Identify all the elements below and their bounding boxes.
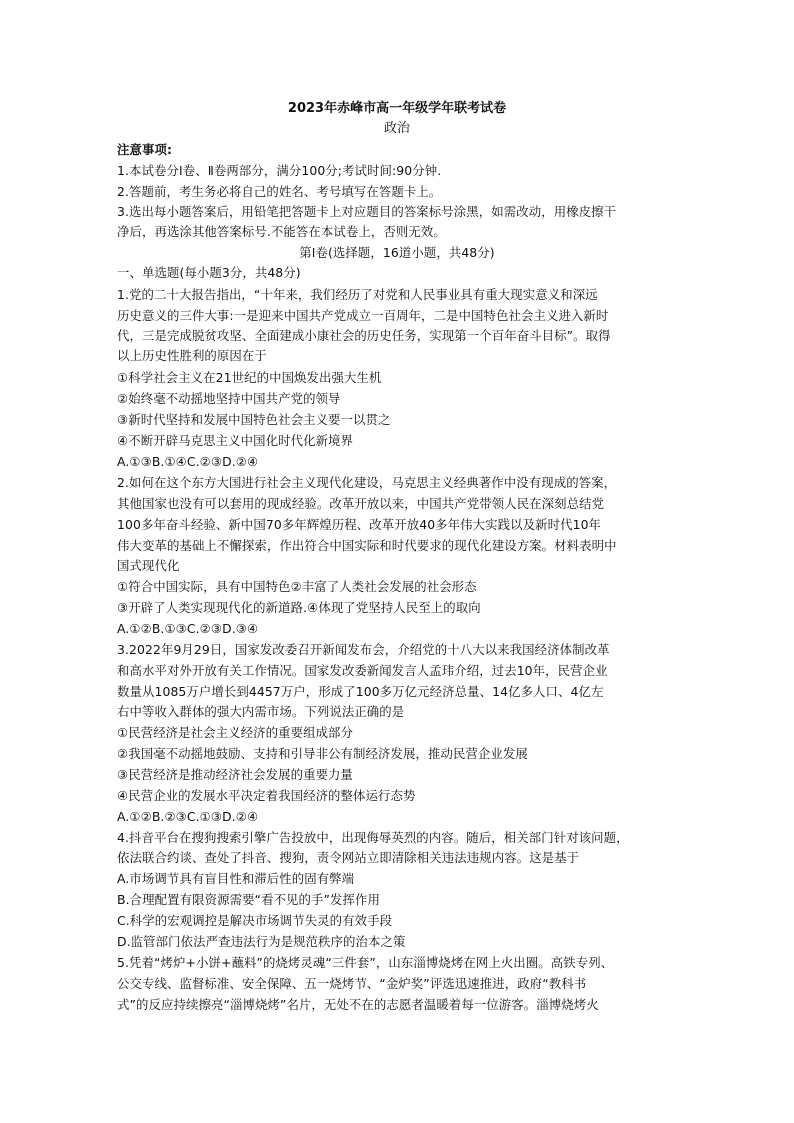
question-2-option: ①符合中国实际，具有中国特色②丰富了人类社会发展的社会形态	[117, 579, 477, 594]
notice-item: 1.本试卷分Ⅰ卷、Ⅱ卷两部分，满分100分;考试时间:90分钟.	[117, 163, 442, 178]
question-2-option: ③开辟了人类实现现代化的新道路.④体现了党坚持人民至上的取向	[117, 600, 481, 615]
question-4-stem: 4.抖音平台在搜狗搜索引擎广告投放中，出现侮辱英烈的内容。随后，相关部门针对该问题，	[117, 830, 629, 845]
question-4-option: B.合理配置有限资源需要“看不见的手”发挥作用	[117, 892, 380, 907]
notice-item: 2.答题前，考生务必将自己的姓名、考号填写在答题卡上。	[117, 184, 442, 199]
question-2-choices: A.①②B.①③C.②③D.③④	[117, 621, 259, 636]
question-5-stem: 公交专线、监督标准、安全保障、五一烧烤节、“金炉奖”评选迅速推进，政府“教科书	[117, 976, 587, 991]
question-3-stem: 数量从1085万户增长到4457万户，形成了100多万亿元经济总量、14亿多人口、4亿左	[117, 684, 604, 699]
question-4-option: A.市场调节具有盲目性和滞后性的固有弊端	[117, 871, 355, 886]
question-5-stem: 式”的反应持续擦亮“淄博烧烤”名片，无处不在的志愿者温暖着每一位游客。淄博烧烤火	[117, 997, 599, 1012]
question-3-option: ③民营经济是推动经济社会发展的重要力量	[117, 767, 354, 782]
question-1-choices: A.①③B.①④C.②③D.②④	[117, 454, 259, 469]
question-1-stem: 历史意义的三件大事:一是迎来中国共产党成立一百周年，二是中国特色社会主义进入新时	[117, 308, 609, 323]
notice-heading: 注意事项:	[117, 142, 173, 157]
question-4-stem: 依法联合约谈、查处了抖音、搜狗，责令网站立即清除相关违法违规内容。这是基于	[117, 850, 580, 865]
question-3-stem: 和高水平对外开放有关工作情况。国家发改委新闻发言人孟玮介绍，过去10年，民营企业	[117, 663, 608, 678]
question-2-stem: 其他国家也没有可以套用的现成经验。改革开放以来，中国共产党带领人民在深刻总结党	[117, 496, 605, 511]
question-4-option: D.监管部门依法严查违法行为是规范秩序的治本之策	[117, 934, 406, 949]
question-3-choices: A.①②B.②③C.①③D.②④	[117, 809, 259, 824]
question-3-stem: 右中等收入群体的强大内需市场。下列说法正确的是	[117, 704, 405, 719]
question-2-stem: 伟大变革的基础上不懈探索，作出符合中国实际和时代要求的现代化建设方案。材料表明中	[117, 538, 617, 553]
question-1-option: ④不断开辟马克思主义中国化时代化新境界	[117, 433, 354, 448]
question-1-option: ②始终毫不动摇地坚持中国共产党的领导	[117, 391, 341, 406]
question-1-stem: 以上历史性胜利的原因在于	[117, 348, 267, 363]
section-heading: 一、单选题(每小题3分，共48分)	[117, 265, 301, 280]
part1-heading: 第Ⅰ卷(选择题，16道小题，共48分)	[299, 245, 495, 260]
question-2-stem: 2.如何在这个东方大国进行社会主义现代化建设，马克思主义经典著作中没有现成的答案，	[117, 475, 617, 490]
question-3-stem: 3.2022年9月29日，国家发改委召开新闻发布会，介绍党的十八大以来我国经济体制改革	[117, 642, 610, 657]
exam-subject: 政治	[383, 121, 410, 136]
question-5-stem: 5.凭着“烤炉+小饼+蘸料”的烧烤灵魂“三件套”，山东淄博烧烤在网上火出圈。高铁专列、	[117, 955, 614, 970]
question-1-stem: 1.党的二十大报告指出，“十年来，我们经历了对党和人民事业具有重大现实意义和深远	[117, 287, 598, 302]
question-4-option: C.科学的宏观调控是解决市场调节失灵的有效手段	[117, 913, 393, 928]
question-1-option: ①科学社会主义在21世纪的中国焕发出强大生机	[117, 370, 382, 385]
exam-title: 2023年赤峰市高一年级学年联考试卷	[287, 101, 507, 116]
question-3-option: ①民营经济是社会主义经济的重要组成部分	[117, 725, 354, 740]
notice-item: 3.选出每小题答案后，用铅笔把答题卡上对应题目的答案标号涂黑，如需改动，用橡皮擦干	[117, 204, 617, 219]
question-1-option: ③新时代坚持和发展中国特色社会主义要一以贯之	[117, 412, 391, 427]
question-2-stem: 100多年奋斗经验、新中国70多年辉煌历程、改革开放40多年伟大实践以及新时代10年	[117, 517, 602, 532]
notice-item: 净后，再选涂其他答案标号.不能答在本试卷上，否则无效。	[117, 224, 446, 239]
question-3-option: ④民营企业的发展水平决定着我国经济的整体运行态势	[117, 788, 416, 803]
question-3-option: ②我国毫不动摇地鼓励、支持和引导非公有制经济发展，推动民营企业发展	[117, 746, 528, 761]
question-1-stem: 代，三是完成脱贫攻坚、全面建成小康社会的历史任务，实现第一个百年奋斗目标”。取得	[117, 328, 611, 343]
question-2-stem: 国式现代化	[117, 558, 180, 573]
